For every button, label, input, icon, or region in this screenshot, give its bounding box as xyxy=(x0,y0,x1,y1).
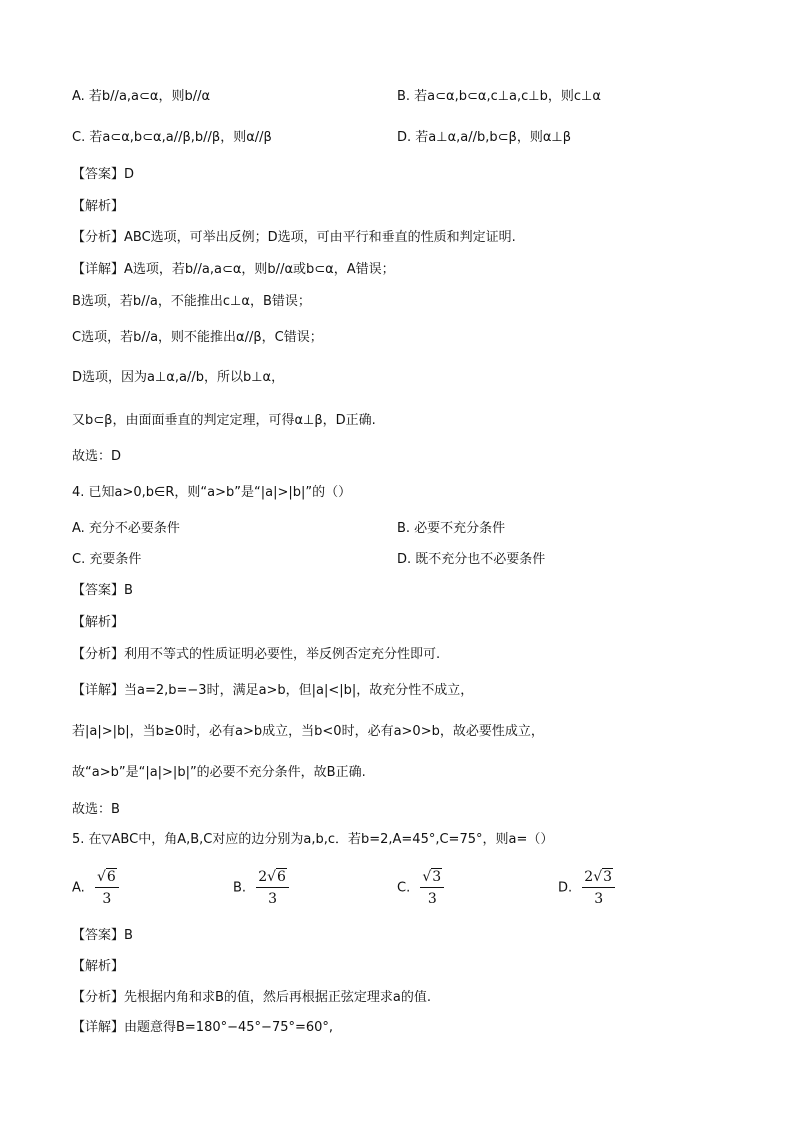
q3-line-d: D选项，因为a⊥α,a//b，所以b⊥α， xyxy=(72,370,285,385)
q4-line-2: 若|a|>|b|，当b≥0时，必有a>b成立，当b<0时，必有a>0>b，故必要性成立， xyxy=(72,724,544,739)
q5-fenxi: 【分析】先根据内角和求B的值，然后再根据正弦定理求a的值. xyxy=(72,990,432,1005)
q5-option-a xyxy=(72,868,119,908)
q5-stem: 5. 在▽ABC中，角A,B,C对应的边分别为a,b,c．若b=2,A=45°,C=75°，则a=（） xyxy=(72,832,554,847)
q5-option-d-fraction: $\frac{2√3}{3}$ xyxy=(582,868,615,908)
q3-xiangjie: 【详解】A选项，若b//a,a⊂α，则b//α或b⊂α，A错误； xyxy=(72,262,395,277)
q5-option-b xyxy=(233,868,289,908)
q4-option-c: C. 充要条件 xyxy=(72,552,142,567)
q5-option-b-coef: 2 xyxy=(258,869,268,885)
q3-line-e: 又b⊂β，由面面垂直的判定定理，可得α⊥β，D正确. xyxy=(72,413,376,428)
q5-option-c-radicand: 3 xyxy=(432,869,442,885)
q3-fenxi: 【分析】ABC选项，可举出反例；D选项，可由平行和垂直的性质和判定证明. xyxy=(72,230,516,245)
q5-option-c-fraction: $\frac{√3}{3}$ xyxy=(420,868,444,908)
q5-option-a-label: A. xyxy=(72,880,85,896)
q4-option-a: A. 充分不必要条件 xyxy=(72,521,180,536)
q5-answer: 【答案】B xyxy=(72,928,133,943)
q5-option-a-radicand: 6 xyxy=(106,869,116,885)
q4-option-b: B. 必要不充分条件 xyxy=(397,521,506,536)
q5-option-a-fraction: $\frac{√6}{3}$ xyxy=(95,868,119,908)
q4-analysis-heading: 【解析】 xyxy=(72,615,125,630)
q5-analysis-heading: 【解析】 xyxy=(72,959,125,974)
q5-option-b-fraction: $\frac{2√6}{3}$ xyxy=(256,868,289,908)
q3-option-a: A. 若b//a,a⊂α，则b//α xyxy=(72,89,211,104)
q3-line-c: C选项，若b//a，则不能推出α//β，C错误； xyxy=(72,330,323,345)
q4-fenxi: 【分析】利用不等式的性质证明必要性，举反例否定充分性即可. xyxy=(72,647,441,662)
q3-option-b: B. 若a⊂α,b⊂α,c⊥a,c⊥b，则c⊥α xyxy=(397,89,601,104)
q5-option-d-denominator: 3 xyxy=(594,891,604,907)
q4-answer: 【答案】B xyxy=(72,583,133,598)
q3-analysis-heading: 【解析】 xyxy=(72,199,125,214)
q5-option-d-radicand: 3 xyxy=(603,869,613,885)
q4-option-d: D. 既不充分也不必要条件 xyxy=(397,552,546,567)
q4-line-3: 故“a>b”是“|a|>|b|”的必要不充分条件，故B正确. xyxy=(72,765,366,780)
q5-option-c-denominator: 3 xyxy=(427,891,437,907)
q5-option-d-coef: 2 xyxy=(584,869,594,885)
q4-stem: 4. 已知a>0,b∈R，则“a>b”是“|a|>|b|”的（） xyxy=(72,485,352,500)
q5-option-d xyxy=(558,868,615,908)
q5-option-b-label: B. xyxy=(233,880,247,896)
q3-option-c: C. 若a⊂α,b⊂α,a//β,b//β，则α//β xyxy=(72,130,272,145)
q5-option-c xyxy=(397,868,444,908)
q5-option-d-label: D. xyxy=(558,880,573,896)
q3-option-d: D. 若a⊥α,a//b,b⊂β，则α⊥β xyxy=(397,130,572,145)
q4-xiangjie: 【详解】当a=2,b=−3时，满足a>b，但|a|<|b|，故充分性不成立， xyxy=(72,683,474,698)
q5-option-b-radicand: 6 xyxy=(277,869,286,885)
q3-choose: 故选：D xyxy=(72,449,122,464)
q5-option-c-label: C. xyxy=(397,880,411,896)
q5-option-b-denominator: 3 xyxy=(268,891,278,907)
q3-answer: 【答案】D xyxy=(72,167,135,182)
q3-line-b: B选项，若b//a，不能推出c⊥α，B错误； xyxy=(72,294,311,309)
q5-option-a-denominator: 3 xyxy=(102,891,112,907)
q5-xiangjie: 【详解】由题意得B=180°−45°−75°=60°, xyxy=(72,1020,334,1035)
q4-choose: 故选：B xyxy=(72,802,120,817)
